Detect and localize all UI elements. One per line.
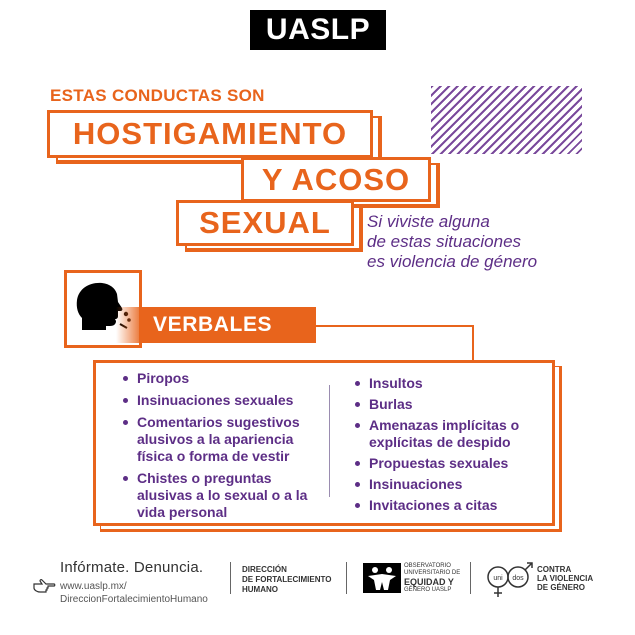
column-divider: [329, 385, 330, 497]
obs-line: UNIVERSITARIO DE: [404, 570, 461, 576]
obs-line: GÉNERO UASLP: [404, 587, 452, 593]
banner-fade: [116, 307, 144, 343]
pointing-hand-icon: [32, 578, 56, 594]
subtitle-line: es violencia de género: [367, 252, 538, 271]
footer-info: [60, 559, 203, 576]
list-item: Propuestas sexuales: [355, 455, 555, 472]
dept-line: DIRECCIÓN: [242, 565, 287, 574]
connector-line: [316, 325, 474, 327]
section-label: VERBALES: [141, 307, 316, 343]
pre-title: ESTAS CONDUCTAS SON: [50, 86, 265, 105]
url-line: www.uaslp.mx/: [60, 581, 127, 592]
list-item: Amenazas implícitas o explícitas de despido: [355, 417, 555, 451]
uaslp-logo: UASLP: [250, 10, 386, 50]
list-item: Comentarios sugestivos alusivos a la apariencia física o forma de vestir: [123, 414, 323, 465]
subtitle-line: de estas situaciones: [367, 232, 522, 251]
footer-url[interactable]: [60, 580, 208, 606]
footer-slogan: Infórmate. Denuncia.: [60, 559, 204, 576]
obs-line: EQUIDAD Y: [404, 577, 454, 587]
observatorio-logo-icon: [362, 562, 402, 594]
contra-line: LA VIOLENCIA: [537, 574, 594, 583]
obs-line: OBSERVATORIO: [404, 563, 451, 569]
unidos-logo-icon: [486, 560, 534, 600]
dept-line: DE FORTALECIMIENTO: [242, 575, 332, 584]
unidos-right-text: dos: [512, 575, 524, 582]
title-text-2: Y ACOSO: [261, 161, 411, 197]
list-item: Insinuaciones sexuales: [123, 392, 323, 409]
url-line: DireccionFortalecimientoHumano: [60, 594, 208, 605]
list-item: Chistes o preguntas alusivas a lo sexual o a la vida personal: [123, 470, 323, 521]
title-text-3: SEXUAL: [199, 205, 331, 240]
footer-divider: [230, 562, 231, 594]
subtitle-line: Si viviste alguna: [367, 212, 490, 231]
connector-line: [472, 325, 474, 361]
contra-line: CONTRA: [537, 565, 572, 574]
subtitle: [367, 212, 537, 272]
title-line-1: [47, 110, 373, 158]
observatorio-text: [404, 563, 460, 594]
list-item: Burlas: [355, 396, 555, 413]
title-text-1: HOSTIGAMIENTO: [72, 116, 348, 151]
dept-line: HUMANO: [242, 585, 278, 594]
contra-line: DE GÉNERO: [537, 583, 586, 592]
contra-violencia-text: [537, 565, 593, 592]
unidos-left-text: uni: [493, 575, 503, 582]
left-list: [123, 370, 323, 526]
department-name: [242, 565, 331, 595]
title-line-2: [241, 157, 431, 202]
list-item: Insinuaciones: [355, 476, 555, 493]
footer-divider: [346, 562, 347, 594]
list-item: Invitaciones a citas: [355, 497, 555, 514]
hatch-decoration: [431, 86, 582, 154]
footer-divider: [470, 562, 471, 594]
title-line-3: [176, 200, 354, 246]
right-list: [355, 375, 555, 518]
list-item: Insultos: [355, 375, 555, 392]
list-item: Piropos: [123, 370, 323, 387]
